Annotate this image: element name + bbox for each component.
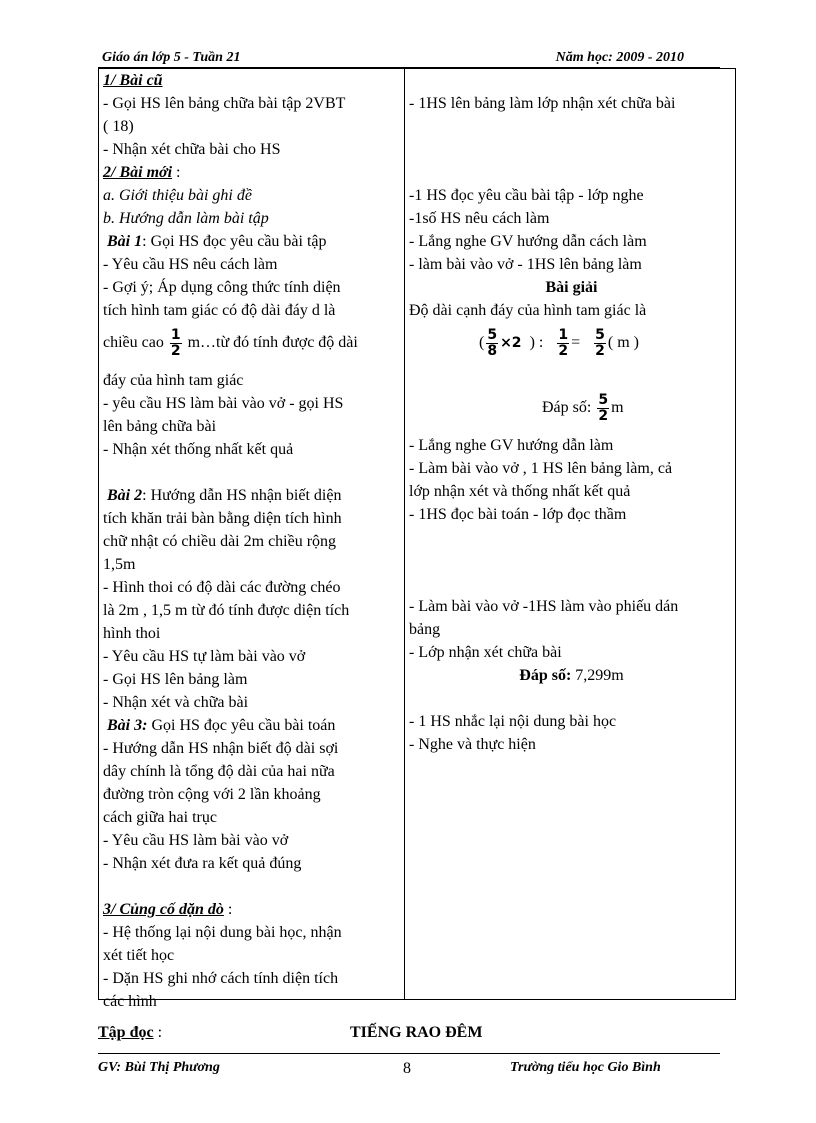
text-line: 1,5m [103, 556, 136, 573]
equation-equals: = [571, 334, 581, 351]
footer-rule [98, 1053, 720, 1054]
text-line: bảng [409, 621, 441, 638]
text-line: - yêu cầu HS làm bài vào vở - gọi HS [103, 395, 344, 412]
fraction-five-halves [594, 328, 606, 359]
text-line: - Hình thoi có độ dài các đường chéo [103, 579, 341, 596]
heading-cung-co-label: 3/ Củng cố dặn dò [103, 901, 224, 918]
spacer [409, 572, 734, 595]
text-line: - Nhận xét chữa bài cho HS [103, 141, 281, 158]
teacher-column [103, 69, 399, 1013]
heading-colon: : [172, 164, 181, 181]
spacer [409, 526, 734, 549]
text-line: - Gợi ý; Áp dụng công thức tính diện [103, 279, 341, 296]
text-line: hình thoi [103, 625, 161, 642]
spacer [409, 549, 734, 572]
lesson-table [98, 68, 736, 1010]
bai-2-label: Bài 2 [107, 487, 143, 504]
text-line: - Lắng nghe GV hướng dẫn làm [409, 437, 614, 454]
equation-close-paren: ) [529, 334, 535, 351]
answer-line-2 [409, 664, 734, 687]
text-line: - Hệ thống lại nội dung bài học, nhận [103, 924, 342, 941]
footer-school: Trường tiểu học Gio Bình [510, 1060, 661, 1075]
text-line: xét tiết học [103, 947, 175, 964]
text-line: - Yêu cầu HS làm bài vào vở [103, 832, 289, 849]
solution-heading: Bài giải [545, 279, 598, 296]
text-line: - 1 HS nhắc lại nội dung bài học [409, 713, 617, 730]
text-line: a. Giới thiệu bài ghi đề [103, 187, 252, 204]
text-line: các hình [103, 993, 157, 1010]
text-line: cách giữa hai trục [103, 809, 217, 826]
text-line: - Lớp nhận xét chữa bài [409, 644, 562, 661]
answer-unit: m [611, 399, 624, 416]
header-right: Năm học: 2009 - 2010 [555, 50, 684, 65]
text-line: - Nghe và thực hiện [409, 736, 536, 753]
heading-cung-co [103, 898, 399, 921]
spacer [103, 461, 399, 484]
fraction-numerator: 5 [598, 391, 609, 408]
answer-value: 7,299m [571, 667, 624, 684]
header-left: Giáo án lớp 5 - Tuần 21 [102, 50, 241, 65]
page-number: 8 [403, 1060, 411, 1077]
fraction-line [103, 322, 399, 364]
fraction-denominator: 2 [595, 342, 605, 359]
equation-colon: : [538, 334, 544, 351]
answer-label: Đáp số: [519, 667, 572, 684]
text-line: lên bảng chữa bài [103, 418, 217, 435]
solution-equation [409, 322, 734, 364]
fraction-numerator: 1 [170, 326, 181, 343]
equation-times-two: ×2 [500, 335, 522, 351]
heading-bai-cu: 1/ Bài cũ [103, 72, 163, 89]
text-line: - Làm bài vào vở , 1 HS lên bảng làm, cả [409, 460, 673, 477]
bai-3-line [103, 714, 399, 737]
text-line: - Nhận xét thống nhất kết quả [103, 441, 294, 458]
text-line: - Dặn HS ghi nhớ cách tính diện tích [103, 970, 339, 987]
text-line: đường tròn cộng với 2 lần khoảng [103, 786, 321, 803]
fraction-denominator: 8 [487, 342, 498, 359]
text-line: - Nhận xét và chữa bài [103, 694, 249, 711]
text-line: Độ dài cạnh đáy của hình tam giác là [409, 302, 647, 319]
spacer [409, 687, 734, 710]
text-line: ( 18) [103, 118, 134, 135]
lesson-title: TIẾNG RAO ĐÊM [350, 1024, 483, 1041]
spacer [409, 138, 734, 161]
text-line: - làm bài vào vở - 1HS lên bảng làm [409, 256, 642, 273]
bai-3-label: Bài 3: [107, 717, 148, 734]
heading-colon: : [223, 901, 233, 918]
text-line: -1 HS đọc yêu cầu bài tập - lớp nghe [409, 187, 644, 204]
bai-1-line [103, 230, 399, 253]
text-line: - Làm bài vào vở -1HS làm vào phiếu dán [409, 598, 679, 615]
fraction-denominator: 2 [170, 342, 181, 359]
fraction-answer [597, 393, 609, 424]
fraction-five-eighths [486, 328, 498, 359]
bai-1-text: : Gọi HS đọc yêu cầu bài tập [142, 233, 327, 250]
student-column [409, 69, 734, 756]
spacer [409, 364, 734, 387]
section-label-colon: : [153, 1024, 163, 1041]
text-line: là 2m , 1,5 m từ đó tính được diện tích [103, 602, 350, 619]
text-line: - Gọi HS lên bảng chữa bài tập 2VBT [103, 95, 346, 112]
text-line: - Hướng dẫn HS nhận biết độ dài sợi [103, 740, 339, 757]
spacer [103, 875, 399, 898]
text-line: - 1HS lên bảng làm lớp nhận xét chữa bài [409, 95, 676, 112]
text-segment: m…từ đó tính được độ dài [183, 334, 358, 351]
text-line: b. Hướng dẫn làm bài tập [103, 210, 269, 227]
page-header [98, 50, 718, 68]
section-label-text: Tập đọc [98, 1024, 154, 1041]
section-label [98, 1024, 162, 1042]
footer-teacher: GV: Bùi Thị Phương [98, 1060, 220, 1075]
text-line: chữ nhật có chiều dài 2m chiều rộng [103, 533, 337, 550]
answer-label: Đáp số: [542, 399, 596, 416]
text-line: dây chính là tổng độ dài của hai nữa [103, 763, 335, 780]
text-line: - Gọi HS lên bảng làm [103, 671, 248, 688]
answer-line [409, 387, 734, 429]
fraction-half [170, 328, 182, 359]
fraction-denominator: 2 [598, 407, 609, 424]
column-divider [404, 69, 405, 999]
bai-2-line [103, 484, 399, 507]
text-line: - 1HS đọc bài toán - lớp đọc thầm [409, 506, 627, 523]
heading-bai-moi-label: 2/ Bài mới [103, 164, 173, 181]
text-line: - Nhận xét đưa ra kết quả đúng [103, 855, 302, 872]
fraction-denominator: 2 [558, 342, 569, 359]
heading-bai-moi [103, 161, 399, 184]
equation-open-paren: ( [479, 334, 485, 351]
spacer [409, 115, 734, 138]
text-line: tích khăn trải bàn bằng diện tích hình [103, 510, 342, 527]
text-line: - Yêu cầu HS nêu cách làm [103, 256, 278, 273]
fraction-numerator: 5 [595, 326, 605, 343]
text-line: tích hình tam giác có độ dài đáy d là [103, 302, 336, 319]
text-line: - Lắng nghe GV hướng dẫn cách làm [409, 233, 647, 250]
spacer [409, 161, 734, 184]
text-line: lớp nhận xét và thống nhất kết quả [409, 483, 631, 500]
text-segment: chiều cao [103, 334, 168, 351]
equation-unit: ( m ) [607, 334, 639, 351]
fraction-one-half [557, 328, 569, 359]
bai-2-text: : Hướng dẫn HS nhận biết diện [142, 487, 342, 504]
fraction-numerator: 1 [558, 326, 569, 343]
bai-3-text: Gọi HS đọc yêu cầu bài toán [147, 717, 336, 734]
text-line: -1số HS nêu cách làm [409, 210, 550, 227]
bai-1-label: Bài 1 [107, 233, 143, 250]
text-line: đáy của hình tam giác [103, 372, 244, 389]
fraction-numerator: 5 [487, 326, 498, 343]
text-line: - Yêu cầu HS tự làm bài vào vở [103, 648, 306, 665]
